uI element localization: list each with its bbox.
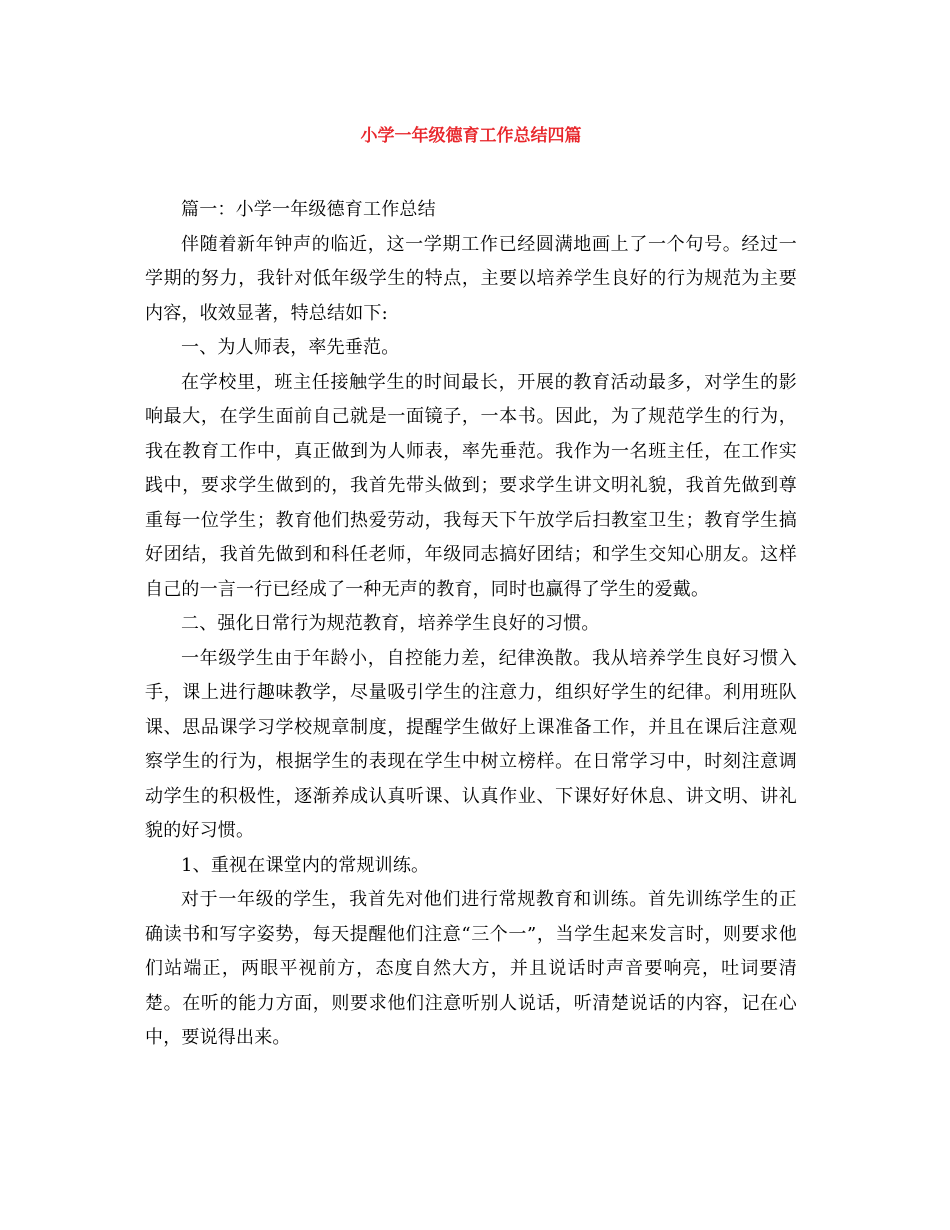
subsection-heading-1: 1、重视在课堂内的常规训练。 [181, 854, 430, 876]
document-body [145, 193, 797, 1056]
intro-paragraph: 伴随着新年钟声的临近，这一学期工作已经圆满地画上了一个句号。经过一学期的努力，我针对低年级学生的特点，主要以培养学生良好的行为规范为主要内容，收效显著，特总结如下: [145, 233, 797, 324]
document-title: 小学一年级德育工作总结四篇 [360, 126, 582, 146]
section-heading-1: 一、为人师表，率先垂范。 [181, 337, 400, 358]
heading-part-one: 篇一：小学一年级德育工作总结 [181, 199, 436, 220]
subsection-1-paragraph: 对于一年级的学生，我首先对他们进行常规教育和训练。首先训练学生的正确读书和写字姿势，每天提醒他们注意“三个一”，当学生起来发言时，则要求他们站端正，两眼平视前方，态度自然大方，并且说话时声音要响亮，吐词要清楚。在听的能力方面，则要求他们注意听别人说话，听清楚说话的内容，记在心中，要说得出来。 [145, 889, 797, 1048]
section-1-paragraph: 在学校里，班主任接触学生的时间最长，开展的教育活动最多，对学生的影响最大，在学生面前自己就是一面镜子，一本书。因此，为了规范学生的行为，我在教育工作中，真正做到为人师表，率先垂范。我作为一名班主任，在工作实践中，要求学生做到的，我首先带头做到；要求学生讲文明礼貌，我首先做到尊重每一位学生；教育他们热爱劳动，我每天下午放学后扫教室卫生；教育学生搞好团结，我首先做到和科任老师，年级同志搞好团结；和学生交知心朋友。这样自己的一言一行已经成了一种无声的教育，同时也赢得了学生的爱戴。 [145, 371, 797, 600]
section-2-paragraph: 一年级学生由于年龄小，自控能力差，纪律涣散。我从培养学生良好习惯入手，课上进行趣味教学，尽量吸引学生的注意力，组织好学生的纪律。利用班队课、思品课学习学校规章制度，提醒学生做好上课准备工作，并且在课后注意观察学生的行为，根据学生的表现在学生中树立榜样。在日常学习中，时刻注意调动学生的积极性，逐渐养成认真听课、认真作业、下课好好休息、讲文明、讲礼貌的好习惯。 [145, 647, 797, 841]
section-heading-2: 二、强化日常行为规范教育，培养学生良好的习惯。 [181, 613, 600, 634]
